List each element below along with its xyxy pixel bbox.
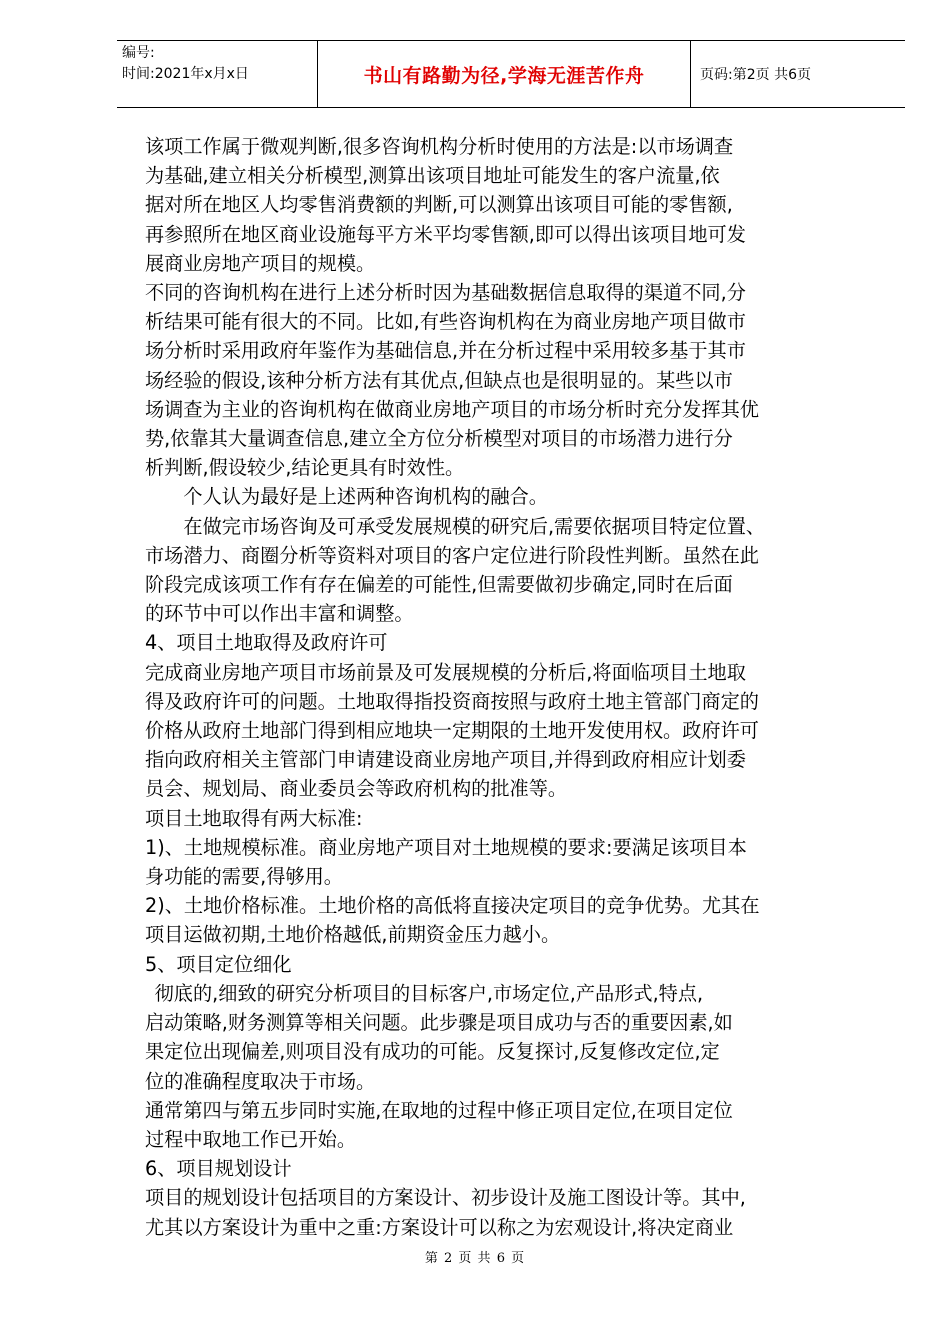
- text-line: 员会、规划局、商业委员会等政府机构的批准等。: [145, 777, 568, 801]
- text-line: 项目运做初期,土地价格越低,前期资金压力越小。: [145, 923, 561, 947]
- header-page-number: 页码:第2页 共6页: [700, 67, 811, 83]
- text-line: 势,依靠其大量调查信息,建立全方位分析模型对项目的市场潜力进行分: [145, 427, 733, 451]
- text-line: 通常第四与第五步同时实施,在取地的过程中修正项目定位,在项目定位: [145, 1098, 733, 1122]
- text-line: 个人认为最好是上述两种咨询机构的融合。: [183, 485, 548, 509]
- text-line: 该项工作属于微观判断,很多咨询机构分析时使用的方法是:以市场调查: [145, 135, 734, 158]
- header-motto: 书山有路勤为径,学海无涯苦作舟: [317, 41, 691, 107]
- text-line: 场经验的假设,该种分析方法有其优点,但缺点也是很明显的。某些以市: [145, 368, 733, 392]
- text-line: 彻底的,细致的研究分析项目的目标客户,市场定位,产品形式,特点,: [154, 981, 704, 1005]
- text-line: 析结果可能有很大的不同。比如,有些咨询机构在为商业房地产项目做市: [145, 310, 746, 334]
- text-line: 项目土地取得有两大标准:: [145, 806, 363, 830]
- text-line: 价格从政府土地部门得到相应地块一定期限的土地开发使用权。政府许可: [145, 719, 759, 743]
- text-line: 位的准确程度取决于市场。: [145, 1069, 376, 1093]
- document-body: [145, 132, 875, 1242]
- text-line: 项目的规划设计包括项目的方案设计、初步设计及施工图设计等。其中,: [145, 1186, 746, 1210]
- text-line: 完成商业房地产项目市场前景及可发展规模的分析后,将面临项目土地取: [145, 660, 746, 684]
- text-line: 为基础,建立相关分析模型,测算出该项目地址可能发生的客户流量,依: [145, 164, 720, 188]
- text-line: 启动策略,财务测算等相关问题。此步骤是项目成功与否的重要因素,如: [145, 1011, 733, 1035]
- section-heading: 4、项目土地取得及政府许可: [145, 631, 388, 655]
- text-line: 的环节中可以作出丰富和调整。: [145, 602, 414, 626]
- text-line: 不同的咨询机构在进行上述分析时因为基础数据信息取得的渠道不同,分: [145, 281, 746, 305]
- text-line: 析判断,假设较少,结论更具有时效性。: [145, 456, 465, 480]
- text-line: 展商业房地产项目的规模。: [145, 251, 376, 275]
- text-line: 指向政府相关主管部门申请建设商业房地产项目,并得到政府相应计划委: [145, 748, 746, 772]
- text-line: 2)、土地价格标准。土地价格的高低将直接决定项目的竞争优势。尤其在: [145, 894, 760, 918]
- text-line: 场分析时采用政府年鉴作为基础信息,并在分析过程中采用较多基于其市: [145, 339, 746, 363]
- text-line: 在做完市场咨询及可承受发展规模的研究后,需要依据项目特定位置、: [183, 514, 766, 538]
- text-line: 场调查为主业的咨询机构在做商业房地产项目的市场分析时充分发挥其优: [145, 397, 759, 421]
- document-number-label: 编号:: [122, 45, 155, 61]
- text-line: 再参照所在地区商业设施每平方米平均零售额,即可以得出该项目地可发: [145, 222, 746, 246]
- text-line: 果定位出现偏差,则项目没有成功的可能。反复探讨,反复修改定位,定: [145, 1040, 720, 1064]
- section-heading: 5、项目定位细化: [145, 952, 292, 976]
- section-heading: 6、项目规划设计: [145, 1157, 292, 1181]
- page-footer: 第 2 页 共 6 页: [424, 1251, 526, 1266]
- text-line: 尤其以方案设计为重中之重:方案设计可以称之为宏观设计,将决定商业: [145, 1215, 734, 1239]
- document-time-label: 时间:2021年x月x日: [122, 66, 249, 82]
- header-meta: [117, 41, 317, 107]
- text-line: 过程中取地工作已开始。: [145, 1127, 357, 1151]
- text-line: 阶段完成该项工作有存在偏差的可能性,但需要做初步确定,同时在后面: [145, 573, 733, 597]
- page-header: [117, 40, 905, 108]
- text-line: 1)、土地规模标准。商业房地产项目对土地规模的要求:要满足该项目本: [145, 835, 747, 859]
- text-line: 身功能的需要,得够用。: [145, 865, 343, 889]
- text-line: 市场潜力、商圈分析等资料对项目的客户定位进行阶段性判断。虽然在此: [145, 543, 759, 567]
- text-line: 据对所在地区人均零售消费额的判断,可以测算出该项目可能的零售额,: [145, 193, 733, 217]
- text-line: 得及政府许可的问题。土地取得指投资商按照与政府土地主管部门商定的: [145, 689, 759, 713]
